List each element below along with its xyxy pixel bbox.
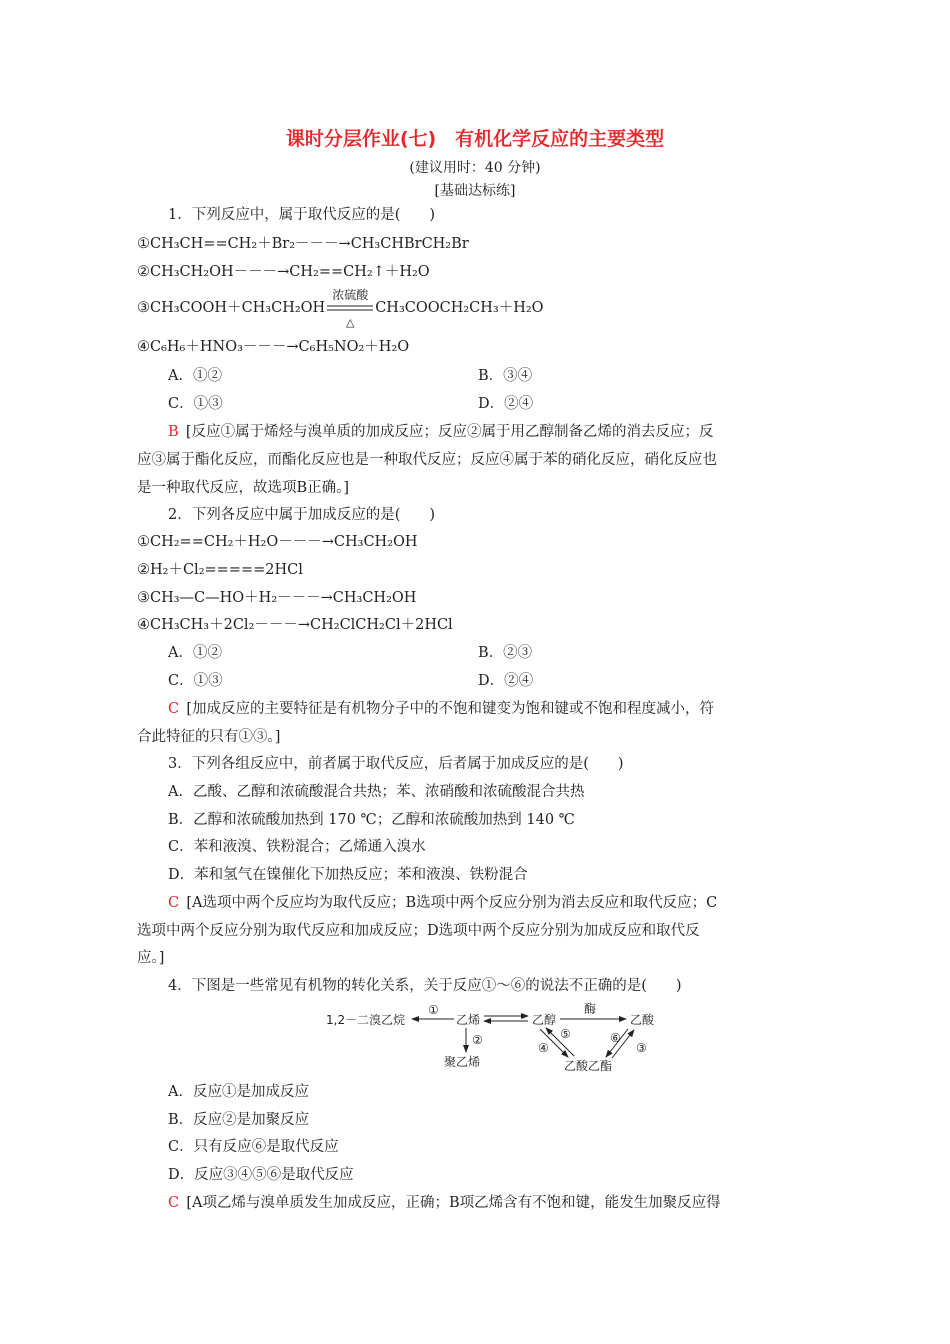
q4-stem: 4．下图是一些常见有机物的转化关系，关于反应①～⑥的说法不正确的是( )	[168, 978, 682, 994]
node-ethanol: 乙醇	[532, 1013, 557, 1027]
q1-reaction-3	[137, 288, 817, 329]
q3-option-a: A．乙酸、乙醇和浓硫酸混合共热；苯、浓硝酸和浓硫酸混合共热	[168, 784, 585, 800]
reaction-condition	[325, 288, 375, 329]
q3-explanation-line-2: 选项中两个反应分别为取代反应和加成反应；D选项中两个反应分别为加成反应和取代反	[137, 923, 700, 939]
time-hint: (建议用时：40 分钟)	[409, 160, 541, 176]
label-1: ①	[428, 1003, 439, 1017]
label-4: ④	[538, 1041, 549, 1055]
q3-option-d: D．苯和氢气在镍催化下加热反应；苯和液溴、铁粉混合	[168, 867, 528, 883]
q2-answer: C	[168, 701, 180, 717]
node-acetic-acid: 乙酸	[630, 1013, 655, 1027]
q4-option-c: C．只有反应⑥是取代反应	[168, 1139, 339, 1155]
label-enzyme: 酶	[584, 1002, 597, 1016]
q4-option-a: A．反应①是加成反应	[168, 1084, 309, 1100]
conversion-diagram	[322, 1002, 672, 1076]
q1-reaction-2: ②CH₃CH₂OH－－－→CH₂==CH₂↑＋H₂O	[137, 264, 430, 280]
label-2: ②	[472, 1033, 483, 1047]
node-ethyl-acetate: 乙酸乙酯	[564, 1059, 613, 1073]
q2-option-c: C．①③	[168, 673, 223, 689]
q3-explanation-line-1: C [A选项中两个反应均为取代反应；B选项中两个反应分别为消去反应和取代反应；C	[168, 895, 718, 911]
label-5: ⑤	[560, 1027, 571, 1041]
condition-top: 浓硫酸	[332, 288, 369, 302]
node-polyethylene: 聚乙烯	[444, 1055, 481, 1069]
q4-option-d: D．反应③④⑤⑥是取代反应	[168, 1167, 354, 1183]
q4-option-b: B．反应②是加聚反应	[168, 1112, 310, 1128]
q2-reaction-2: ②H₂＋Cl₂=====2HCl	[137, 562, 303, 578]
q2-option-d: D．②④	[478, 673, 534, 689]
label-6: ⑥	[610, 1031, 621, 1045]
q2-explanation-line-2: 合此特征的只有①③。]	[137, 729, 281, 745]
q3-option-b: B．乙醇和浓硫酸加热到 170 ℃；乙醇和浓硫酸加热到 140 ℃	[168, 812, 575, 828]
label-3: ③	[636, 1041, 647, 1055]
section-heading: [基础达标练]	[434, 183, 516, 199]
q1-option-d: D．②④	[478, 396, 534, 412]
q1-reaction-4: ④C₆H₆＋HNO₃－－－→C₆H₅NO₂＋H₂O	[137, 339, 410, 355]
q2-stem: 2．下列各反应中属于加成反应的是( )	[168, 507, 436, 523]
q1-reaction-3-left: ③CH₃COOH＋CH₃CH₂OH	[137, 300, 326, 316]
q1-answer: B	[168, 424, 179, 440]
q3-answer: C	[168, 895, 180, 911]
q3-stem: 3．下列各组反应中，前者属于取代反应，后者属于加成反应的是( )	[168, 756, 624, 772]
q2-option-b: B．②③	[478, 645, 533, 661]
q1-option-c: C．①③	[168, 396, 223, 412]
q1-option-b: B．③④	[478, 368, 533, 384]
q1-reaction-1: ①CH₃CH==CH₂＋Br₂－－－→CH₃CHBrCH₂Br	[137, 236, 469, 252]
q2-explanation-line-1: C [加成反应的主要特征是有机物分子中的不饱和键变为饱和键或不饱和程度减小，符	[168, 701, 715, 717]
q1-explanation-line-3: 是一种取代反应，故选项B正确。]	[137, 480, 350, 496]
q4-explanation-line-1: C [A项乙烯与溴单质发生加成反应，正确；B项乙烯含有不饱和键，能发生加聚反应得	[168, 1195, 721, 1211]
q1-reaction-3-right: CH₃COOCH₂CH₃＋H₂O	[375, 300, 544, 316]
page-title: 课时分层作业(七) 有机化学反应的主要类型	[285, 128, 665, 150]
condition-bottom: △	[345, 316, 355, 329]
q3-option-c: C．苯和液溴、铁粉混合；乙烯通入溴水	[168, 839, 426, 855]
q2-reaction-3: ③CH₃—C—HO＋H₂－－－→CH₃CH₂OH	[137, 590, 417, 606]
q4-answer: C	[168, 1195, 180, 1211]
q2-option-a: A．①②	[168, 645, 222, 661]
q3-explanation-line-3: 应。]	[137, 950, 165, 966]
node-dibromoethane: 1,2－二溴乙烷	[326, 1013, 406, 1027]
q1-explanation-line-2: 应③属于酯化反应，而酯化反应也是一种取代反应；反应④属于苯的硝化反应，硝化反应也	[137, 452, 717, 468]
q1-stem: 1．下列反应中，属于取代反应的是( )	[168, 207, 436, 223]
q1-explanation-line-1: B [反应①属于烯烃与溴单质的加成反应；反应②属于用乙醇制备乙烯的消去反应；反	[168, 424, 714, 440]
node-ethylene: 乙烯	[456, 1013, 481, 1027]
q2-reaction-1: ①CH₂==CH₂＋H₂O－－－→CH₃CH₂OH	[137, 534, 418, 550]
q2-reaction-4: ④CH₃CH₃＋2Cl₂－－－→CH₂ClCH₂Cl＋2HCl	[137, 617, 453, 633]
q1-option-a: A．①②	[168, 368, 222, 384]
